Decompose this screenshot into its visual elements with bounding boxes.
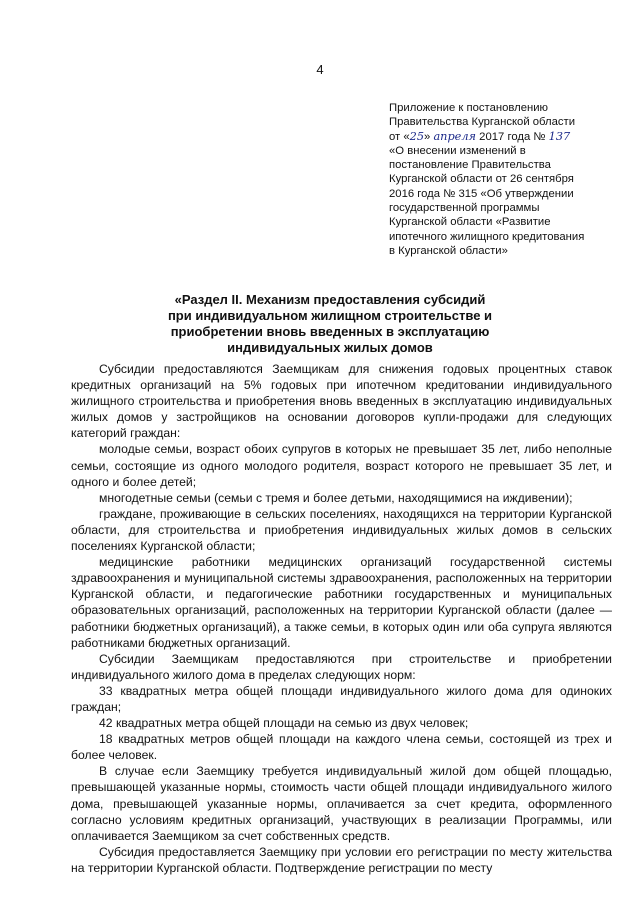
appendix-line: Курганской области «Развитие — [389, 216, 551, 229]
section-title — [110, 292, 550, 356]
paragraph: медицинские работники медицинских организаций государственной системы здравоохранения и муниципальной системы здравоохранения, расположенных на территории Курганской области, и педагогические работники государственных и муниципальных образовательных организаций, расположенных на территории Курганской области (далее — работники бюджетных организаций), а также семьи, в которых один или оба супруга являются работниками бюджетных организаций. — [71, 555, 612, 650]
date-mid: » — [424, 130, 434, 143]
title-line: индивидуальных жилых домов — [227, 340, 433, 355]
appendix-line: постановление Правительства — [389, 159, 551, 172]
page-number: 4 — [316, 62, 324, 77]
appendix-line: Правительства Курганской области — [389, 116, 576, 129]
appendix-line: государственной программы — [389, 202, 540, 215]
body-text — [71, 361, 612, 876]
paragraph: 18 квадратных метров общей площади на каждого члена семьи, состоящей из трех и более человек. — [71, 732, 612, 763]
handwritten-day: 25 — [409, 129, 425, 143]
appendix-date-line — [389, 130, 609, 144]
appendix-line: в Курганской области» — [389, 244, 508, 257]
title-line: приобретении вновь введенных в эксплуатацию — [170, 324, 490, 339]
appendix-line: ипотечного жилищного кредитования — [389, 230, 585, 243]
appendix-line: 2016 года № 315 «Об утверждении — [389, 187, 574, 200]
appendix-line: Приложение к постановлению — [389, 102, 549, 114]
paragraph: граждане, проживающие в сельских поселениях, находящихся на территории Курганской области, для строительства и приобретения индивидуальных жилых домов в сельских поселениях Курганской области; — [71, 506, 612, 554]
paragraph: Субсидии Заемщикам предоставляются при строительстве и приобретении индивидуального жилого дома в пределах следующих норм: — [71, 651, 612, 682]
handwritten-number: 137 — [548, 129, 571, 143]
title-line: «Раздел II. Механизм предоставления субсидий — [174, 292, 486, 307]
paragraph: молодые семьи, возраст обоих супругов в которых не превышает 35 лет, либо неполные семьи, состоящие из одного молодого родителя, возраст которого не превышает 35 лет, и одного и более детей; — [71, 442, 612, 489]
appendix-header — [389, 101, 609, 258]
paragraph: 42 квадратных метра общей площади на семью из двух человек; — [99, 716, 469, 731]
paragraph: Субсидии предоставляются Заемщикам для снижения годовых процентных ставок кредитных организаций на 5% годовых при ипотечном кредитовании индивидуального жилищного строительства и приобретения вновь введенных в эксплуатацию индивидуальных жилых домов у застройщиков на основании договоров купли-продажи для следующих категорий граждан: — [71, 362, 612, 441]
paragraph: 33 квадратных метра общей площади индивидуального жилого дома для одиноких граждан; — [71, 683, 612, 714]
date-prefix: от « — [389, 130, 410, 143]
appendix-line: «О внесении изменений в — [389, 144, 526, 157]
paragraph: Субсидия предоставляется Заемщику при условии его регистрации по месту жительства на территории Курганской области. Подтверждение регистрации по месту — [71, 844, 612, 875]
title-line: при индивидуальном жилищном строительстве и — [167, 308, 493, 323]
date-year: 2017 года № — [476, 130, 549, 143]
paragraph: многодетные семьи (семьи с тремя и более детьми, находящимися на иждивении); — [99, 490, 573, 505]
paragraph: В случае если Заемщику требуется индивидуальный жилой дом общей площадью, превышающей указанные нормы, стоимость части общей площади индивидуального жилого дома, превышающей указанные нормы, оплачивается за счет кредита, оформленного согласно условиям кредитных организаций, участвующих в реализации Программы, или оплачивается Заемщиком за счет собственных средств. — [71, 764, 612, 843]
appendix-line: Курганской области от 26 сентября — [389, 173, 574, 186]
handwritten-month: апреля — [433, 129, 477, 143]
